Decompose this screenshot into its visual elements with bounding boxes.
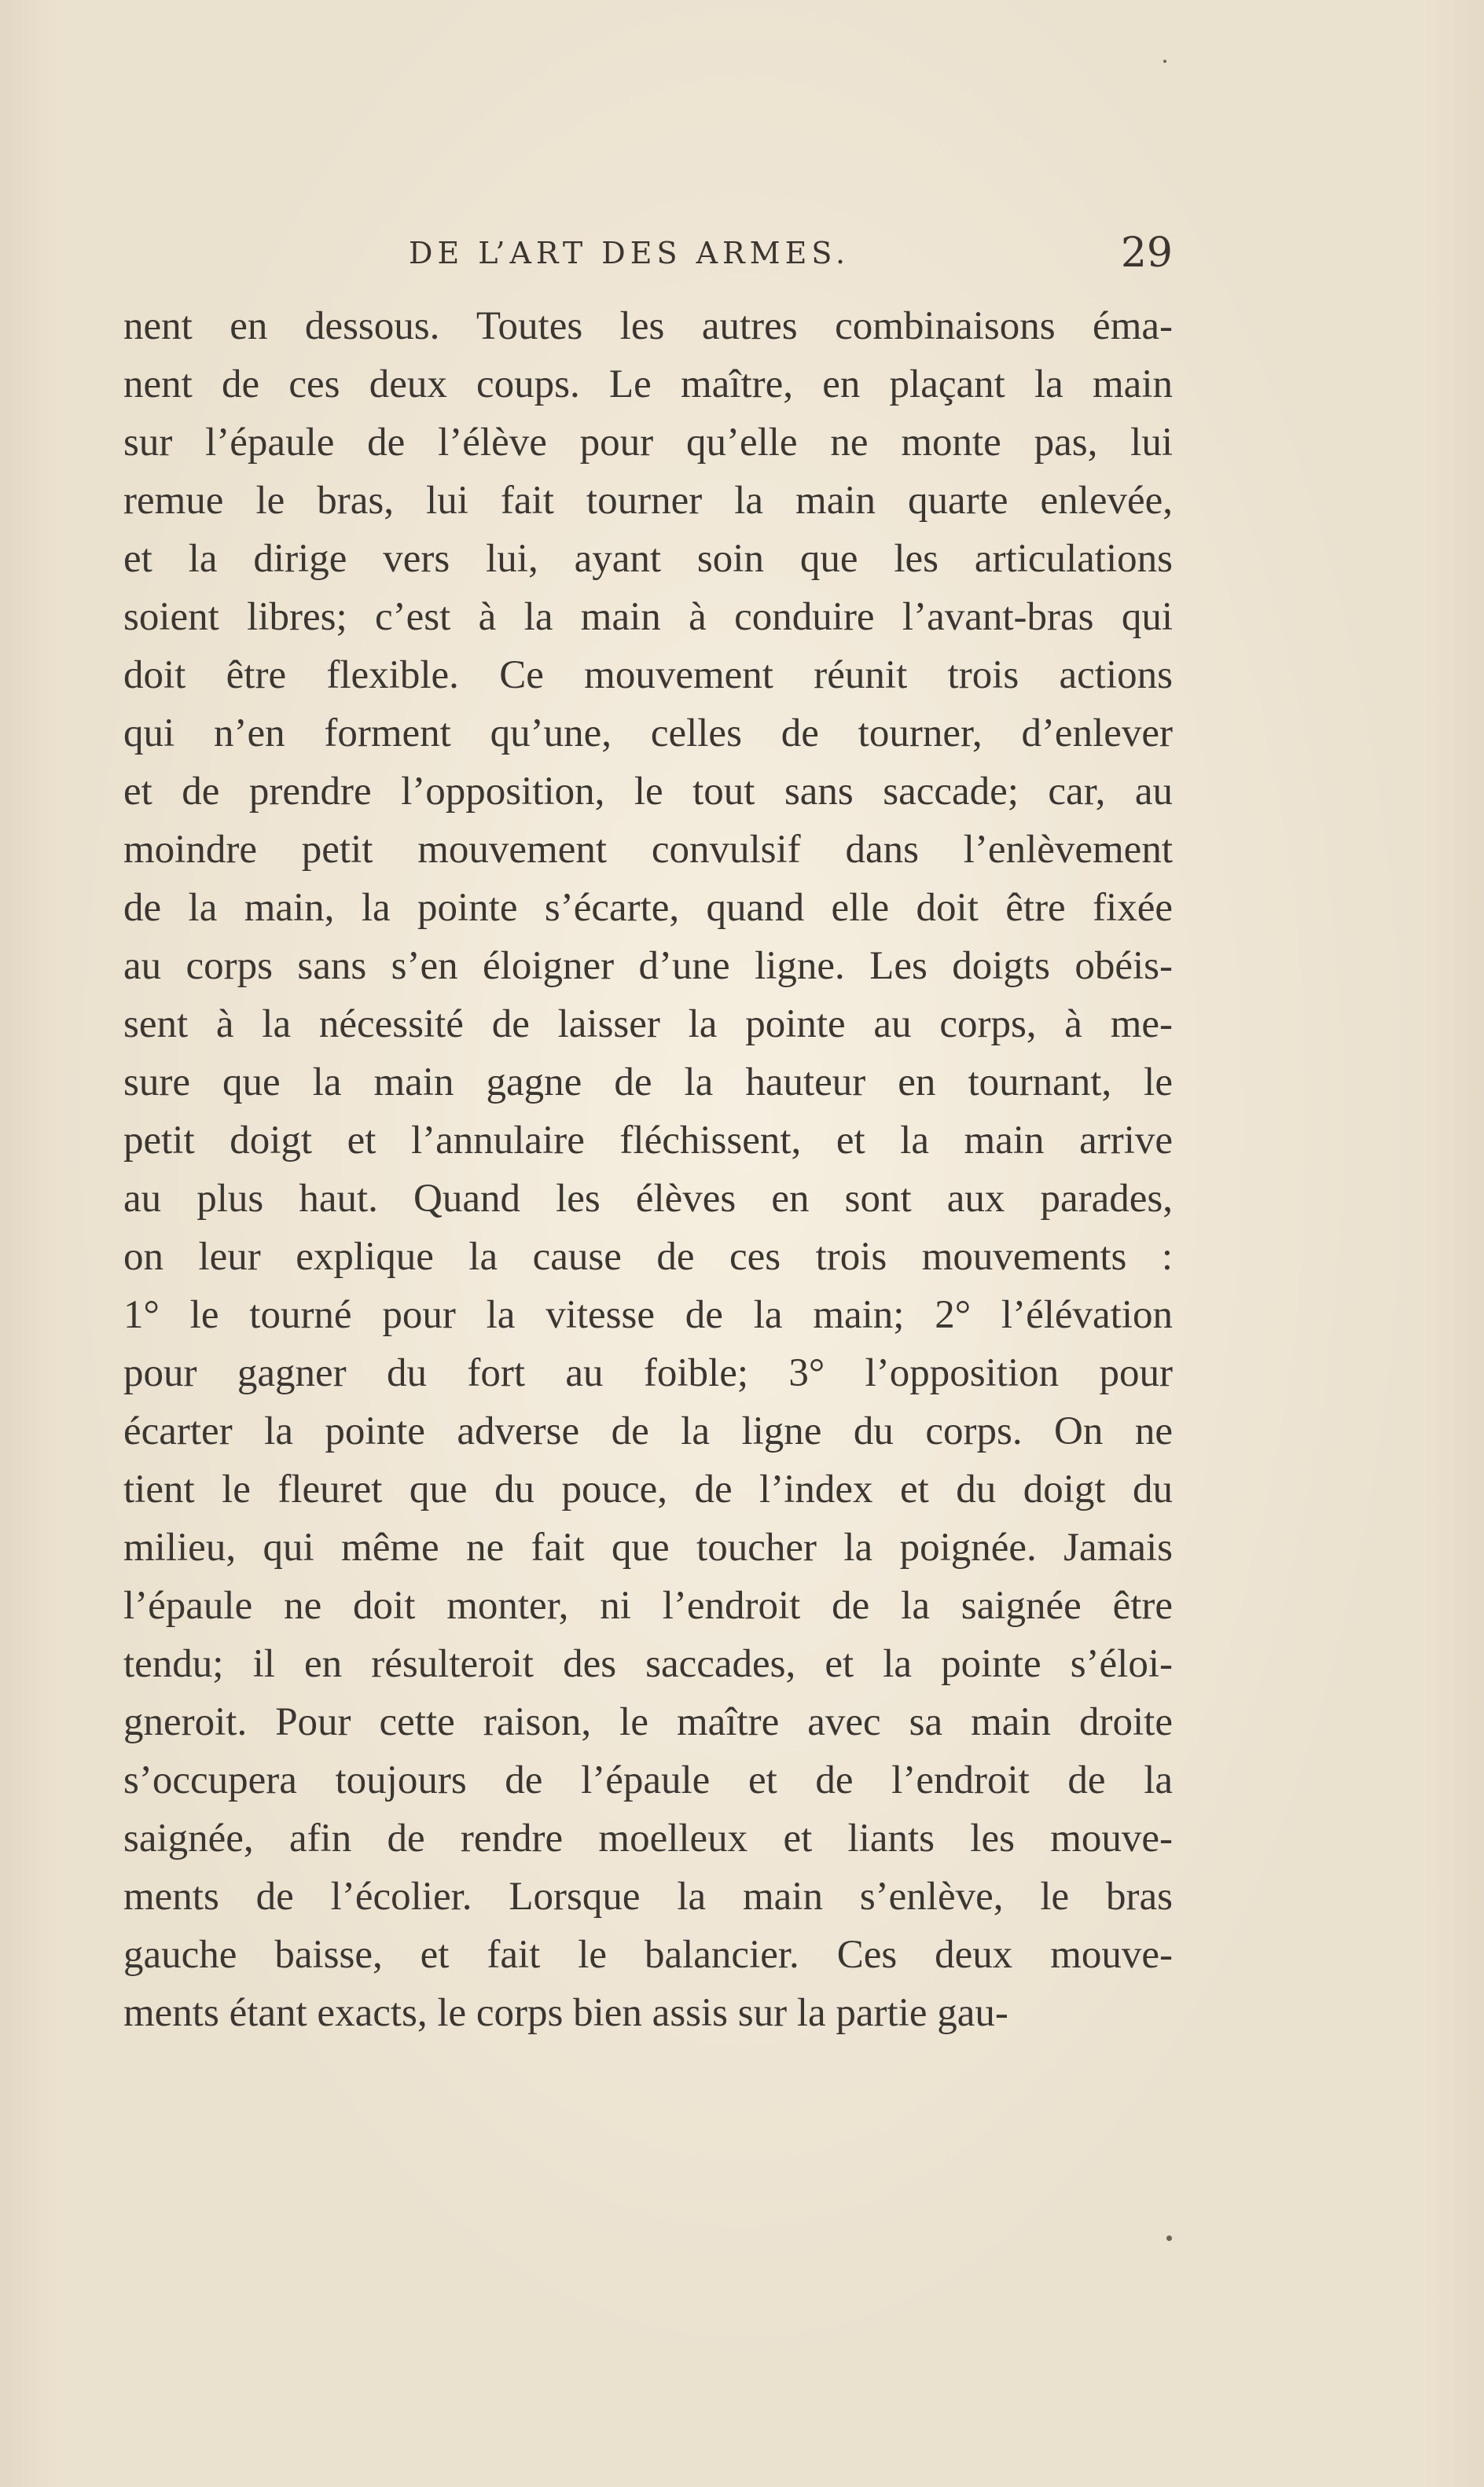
text-line: saignée, afin de rendre moelleux et liants les mouve- [123,1817,1173,1861]
text-line: soient libres; c’est à la main à conduire l’avant-bras qui [123,595,1173,639]
text-line: sure que la main gagne de la hauteur en tournant, le [123,1060,1173,1104]
text-line: de la main, la pointe s’écarte, quand elle doit être fixée [123,886,1173,930]
text-line: ments étant exacts, le corps bien assis sur la partie gau- [123,1991,1008,2035]
text-line: 1° le tourné pour la vitesse de la main; 2° l’élévation [123,1293,1173,1337]
text-line: remue le bras, lui fait tourner la main quarte enlevée, [123,479,1173,523]
text-line: doit être flexible. Ce mouvement réunit trois actions [123,653,1173,697]
text-line: au corps sans s’en éloigner d’une ligne. Les doigts obéis- [123,944,1173,988]
text-line: écarter la pointe adverse de la ligne du corps. On ne [123,1409,1173,1453]
text-line: gauche baisse, et fait le balancier. Ces deux mouve- [123,1933,1173,1977]
text-line: l’épaule ne doit monter, ni l’endroit de la saignée être [123,1584,1173,1628]
text-line: au plus haut. Quand les élèves en sont aux parades, [123,1177,1173,1221]
text-line: sur l’épaule de l’élève pour qu’elle ne monte pas, lui [123,421,1173,465]
text-line: nent en dessous. Toutes les autres combinaisons éma- [123,304,1173,348]
text-line: qui n’en forment qu’une, celles de tourner, d’enlever [123,711,1173,755]
text-line: petit doigt et l’annulaire fléchissent, et la main arrive [123,1119,1173,1163]
page-header [409,230,1173,285]
text-line: pour gagner du fort au foible; 3° l’opposition pour [123,1351,1173,1395]
text-line: sent à la nécessité de laisser la pointe au corps, à me- [123,1002,1173,1046]
text-line: tendu; il en résulteroit des saccades, et la pointe s’éloi- [123,1642,1173,1686]
body-text [123,297,1173,2042]
text-line: tient le fleuret que du pouce, de l’index et du doigt du [123,1468,1173,1512]
text-line: et la dirige vers lui, ayant soin que les articulations [123,537,1173,581]
text-line: ments de l’écolier. Lorsque la main s’enlève, le bras [123,1875,1173,1919]
text-line: s’occupera toujours de l’épaule et de l’endroit de la [123,1758,1173,1802]
ink-speck [1163,60,1166,63]
running-title: DE L’ART DES ARMES. [409,236,850,270]
text-line: on leur explique la cause de ces trois mouvements : [123,1235,1173,1279]
page-number: 29 [1120,230,1173,277]
ink-speck [1166,2235,1172,2241]
text-line: gneroit. Pour cette raison, le maître avec sa main droite [123,1700,1173,1744]
text-line: et de prendre l’opposition, le tout sans saccade; car, au [123,770,1173,814]
text-line: nent de ces deux coups. Le maître, en plaçant la main [123,362,1173,406]
text-line: moindre petit mouvement convulsif dans l’enlèvement [123,828,1173,872]
text-line: milieu, qui même ne fait que toucher la poignée. Jamais [123,1526,1173,1570]
